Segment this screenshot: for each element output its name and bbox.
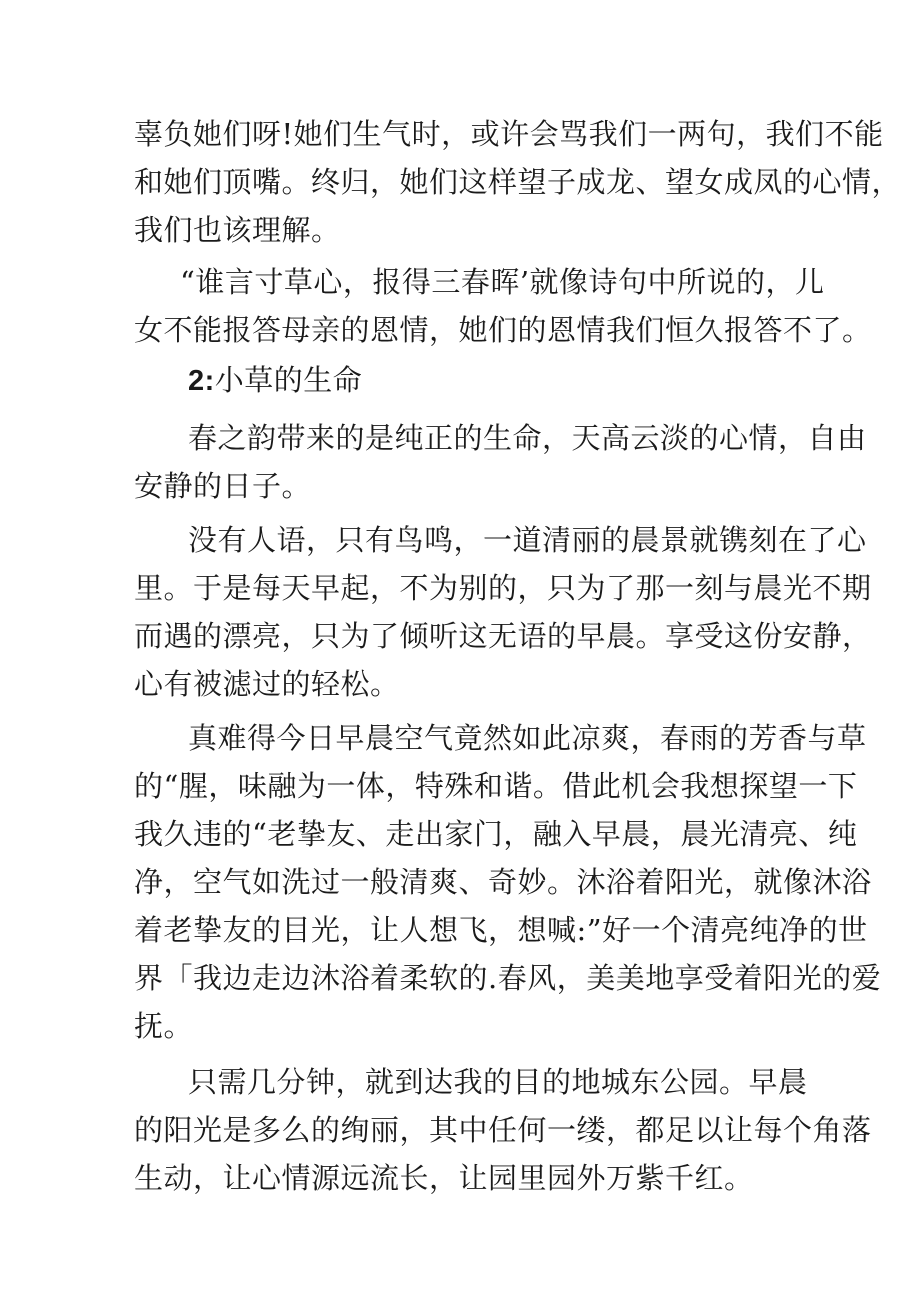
- section-number: 2:: [188, 365, 215, 397]
- text-line: 界「我边走边沐浴着柔软的.春风，美美地享受着阳光的爱: [134, 961, 882, 995]
- text-line: 女不能报答母亲的恩情，她们的恩情我们恒久报答不了。: [134, 313, 872, 347]
- text-line: 我久违的“老挚友、走出家门，融入早晨，晨光清亮、纯: [134, 817, 858, 851]
- text-line: 辜负她们呀!她们生气时，或许会骂我们一两句，我们不能: [134, 117, 884, 151]
- text-line: 春之韵带来的是纯正的生命，天高云淡的心情，自由: [188, 421, 867, 455]
- section-heading: [188, 360, 362, 401]
- text-line: 真难得今日早晨空气竟然如此凉爽，春雨的芳香与草: [188, 721, 867, 755]
- text-line: 而遇的漂亮，只为了倾听这无语的早晨。享受这份安静，: [134, 619, 872, 653]
- text-line: 心有被滤过的轻松。: [134, 667, 400, 701]
- text-line: 抚。: [134, 1009, 194, 1043]
- text-line: 安静的日子。: [134, 469, 312, 503]
- text-line: “谁言寸草心，报得三春晖’就像诗句中所说的，儿: [180, 265, 825, 299]
- text-line: 的阳光是多么的绚丽，其中任何一缕，都足以让每个角落: [134, 1113, 872, 1147]
- text-line: 里。于是每天早起，不为别的，只为了那一刻与晨光不期: [134, 571, 872, 605]
- text-line: 没有人语，只有鸟鸣，一道清丽的晨景就镌刻在了心: [188, 523, 867, 557]
- text-line: 只需几分钟，就到达我的目的地城东公园。早晨: [188, 1065, 808, 1099]
- section-title: 小草的生命: [214, 363, 363, 397]
- text-line: 生动，让心情源远流长，让园里园外万紫千红。: [134, 1161, 754, 1195]
- text-line: 着老挚友的目光，让人想飞，想喊:”好一个清亮纯净的世: [134, 913, 868, 947]
- text-line: 我们也该理解。: [134, 213, 341, 247]
- text-line: 净，空气如洗过一般清爽、奇妙。沐浴着阳光，就像沐浴: [134, 865, 872, 899]
- text-line: 和她们顶嘴。终归，她们这样望子成龙、望女成凤的心情，: [134, 165, 902, 199]
- text-line: 的“腥，味融为一体，特殊和谐。借此机会我想探望一下: [134, 769, 858, 803]
